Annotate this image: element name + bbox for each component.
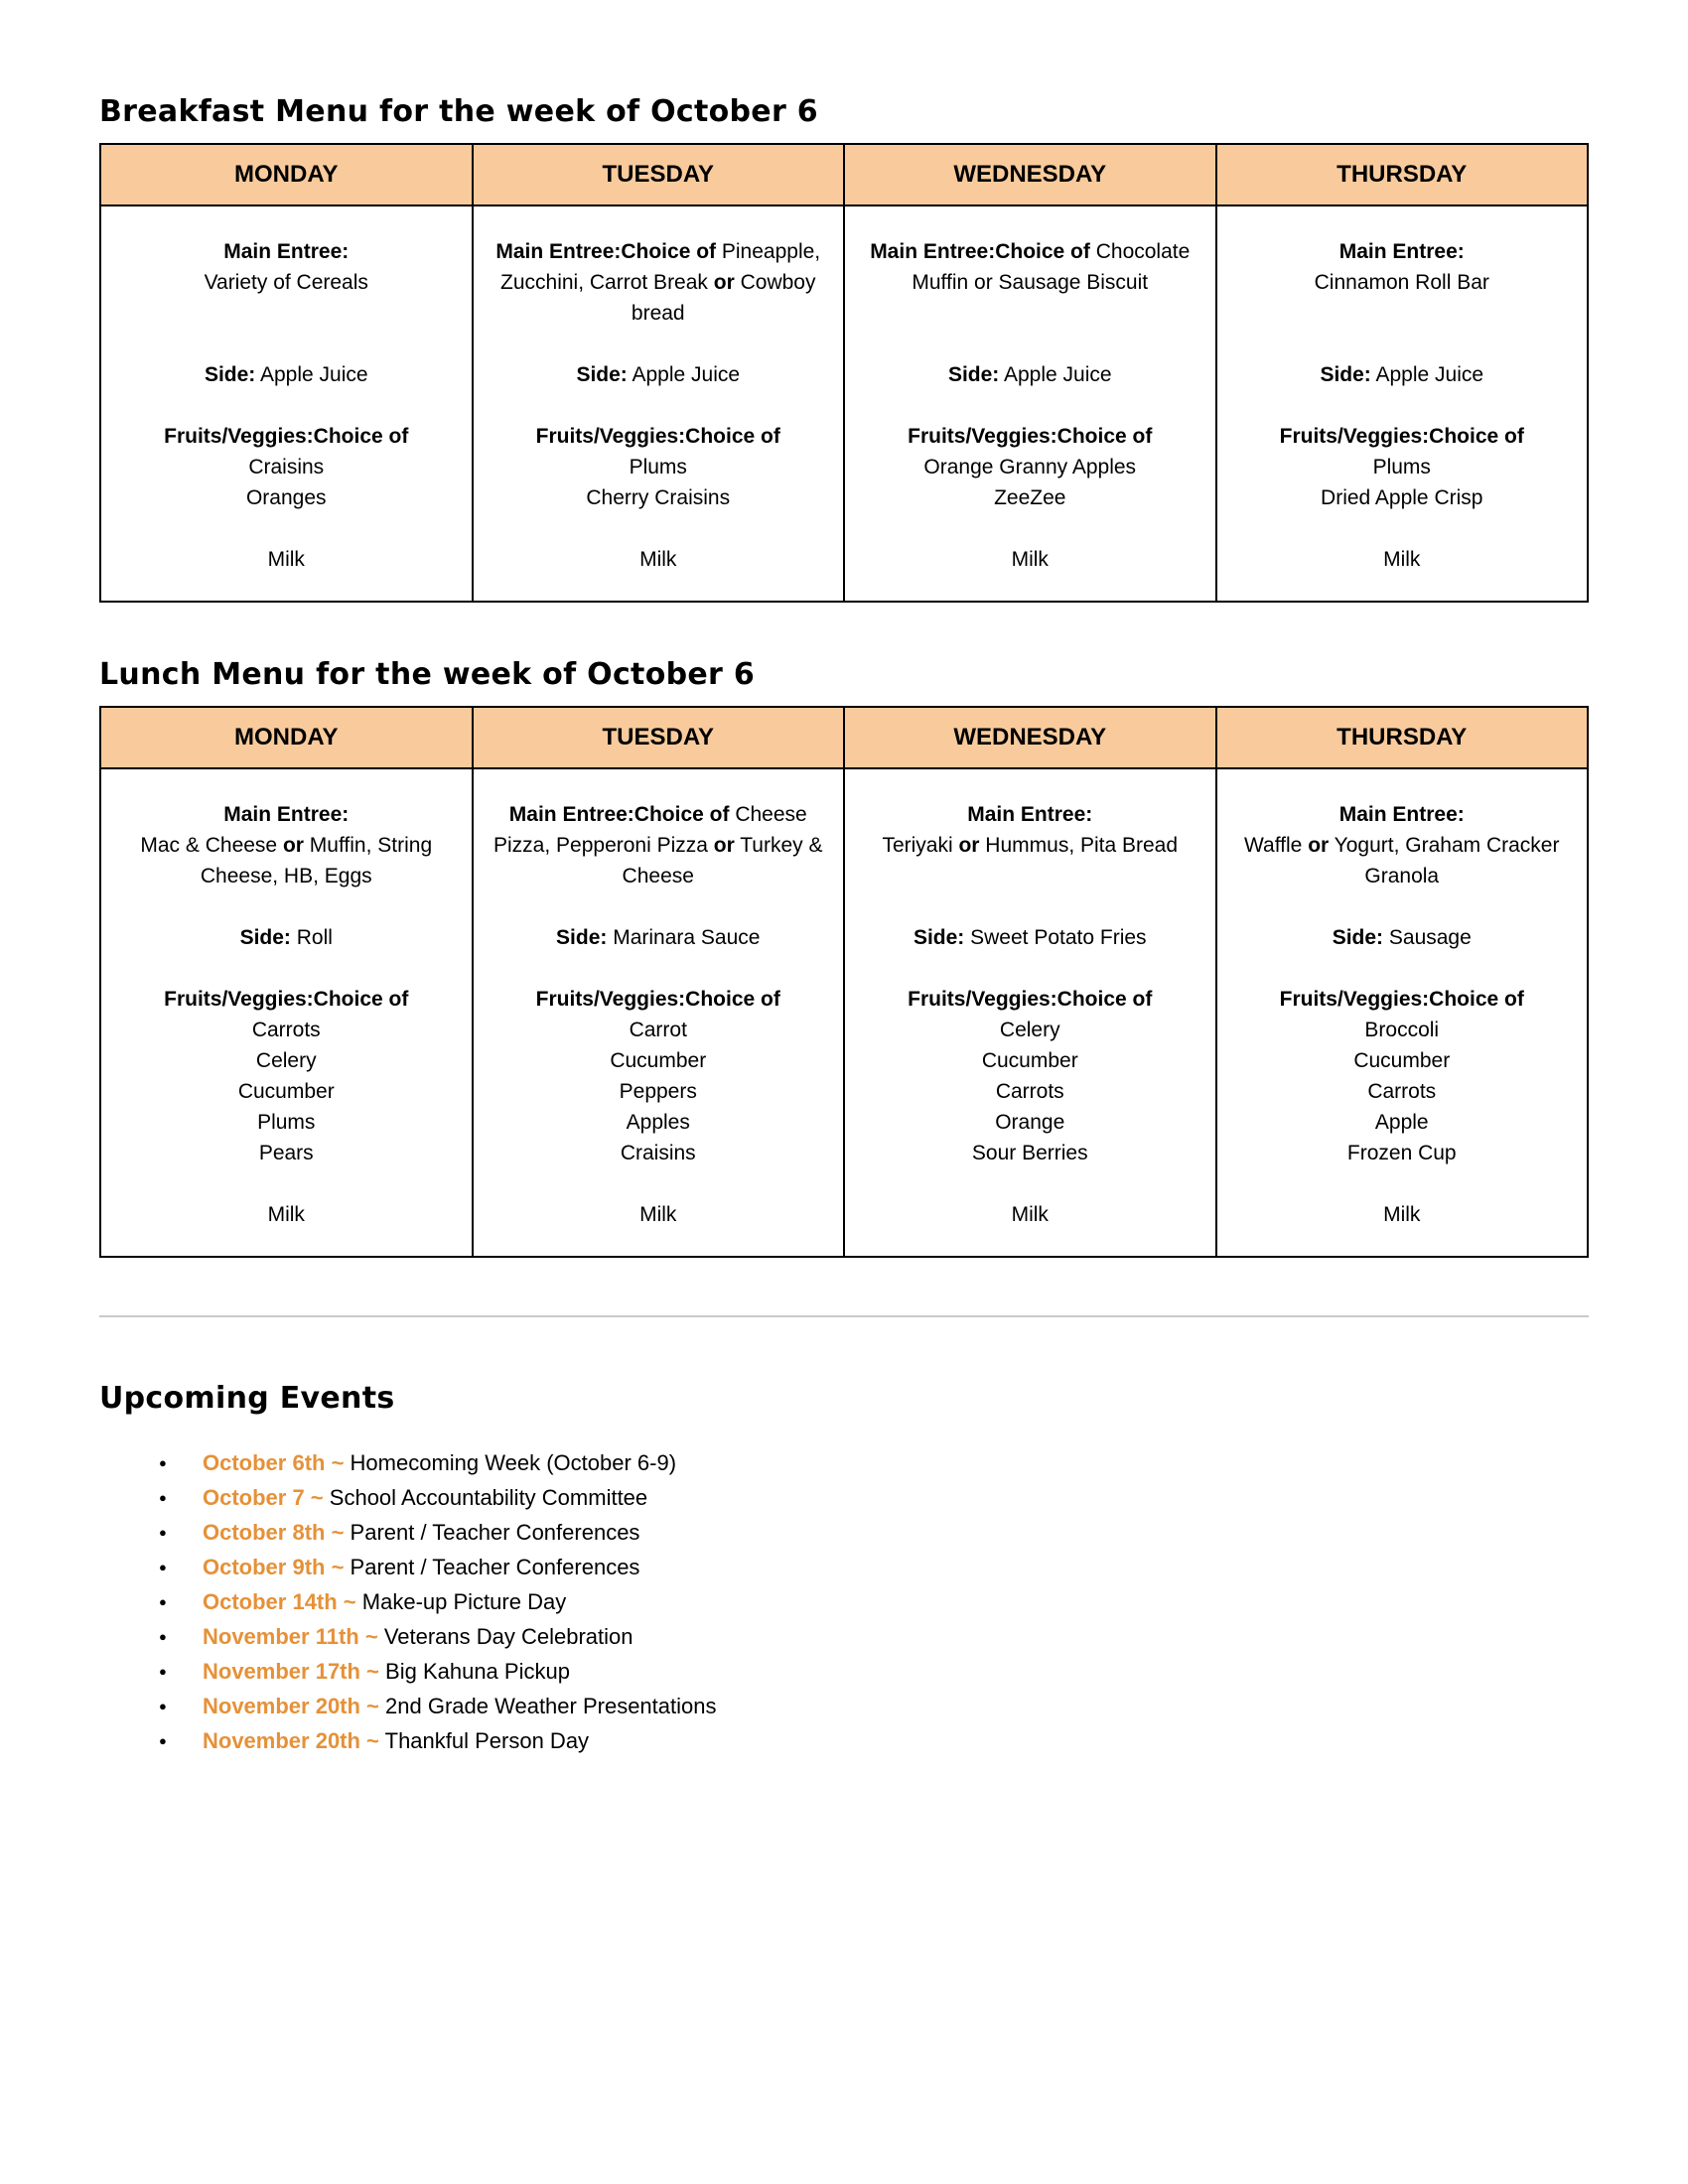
event-text: 2nd Grade Weather Presentations (385, 1694, 717, 1718)
fruits-item: Carrots (1367, 1080, 1437, 1103)
entree-label: Main Entree: (223, 803, 350, 826)
lunch-header-row (100, 707, 1588, 768)
milk-line: Milk (1383, 548, 1421, 571)
breakfast-monday-cell (100, 205, 473, 602)
day-header-monday: MONDAY (100, 707, 473, 768)
fruits-item: Carrots (995, 1080, 1064, 1103)
side-section (859, 922, 1201, 953)
event-item (157, 1550, 1589, 1584)
lunch-title: Lunch Menu for the week of October 6 (99, 657, 756, 692)
day-header-tuesday: TUESDAY (473, 707, 845, 768)
milk-line: Milk (1011, 1203, 1049, 1226)
fruits-label: Fruits/Veggies:Choice of (535, 425, 780, 448)
lunch-tuesday-cell (473, 768, 845, 1257)
entree-section (488, 799, 830, 891)
side-section (1231, 922, 1574, 953)
side-label: Side: (239, 926, 291, 949)
side-value: Apple Juice (632, 363, 741, 386)
side-section (488, 359, 830, 390)
fruits-item: Peppers (619, 1080, 697, 1103)
side-section (488, 922, 830, 953)
fruits-item: Pears (258, 1142, 314, 1164)
milk-line: Milk (267, 548, 305, 571)
entree-label: Main Entree: (1338, 803, 1465, 826)
event-text: Big Kahuna Pickup (385, 1659, 570, 1684)
fruits-label: Fruits/Veggies:Choice of (908, 425, 1153, 448)
day-header-thursday: THURSDAY (1216, 707, 1589, 768)
entree-text-tail: Muffin, String Cheese, HB, Eggs (200, 834, 433, 887)
breakfast-title: Breakfast Menu for the week of October 6 (99, 94, 818, 129)
fruits-label: Fruits/Veggies:Choice of (1279, 988, 1524, 1011)
side-value: Sweet Potato Fries (970, 926, 1147, 949)
event-text: Veterans Day Celebration (383, 1624, 633, 1649)
event-text: Homecoming Week (October 6-9) (350, 1450, 677, 1475)
breakfast-header-row (100, 144, 1588, 205)
fruits-item: Craisins (248, 456, 325, 478)
lunch-monday-cell (100, 768, 473, 1257)
entree-section (488, 236, 830, 329)
event-text: Make-up Picture Day (361, 1589, 567, 1614)
lunch-body-row (100, 768, 1588, 1257)
event-item (157, 1654, 1589, 1689)
fruits-label: Fruits/Veggies:Choice of (908, 988, 1153, 1011)
event-item (157, 1445, 1589, 1480)
entree-section (859, 236, 1201, 329)
entree-section (115, 236, 458, 329)
day-header-thursday: THURSDAY (1216, 144, 1589, 205)
fruits-item: Celery (255, 1049, 317, 1072)
bullet-icon: ● (159, 1629, 167, 1644)
fruits-section (1231, 984, 1574, 1168)
breakfast-wednesday-cell (844, 205, 1216, 602)
entree-or: or (713, 834, 735, 857)
side-label: Side: (1332, 926, 1384, 949)
bullet-icon: ● (159, 1455, 167, 1470)
side-section (1231, 359, 1574, 390)
entree-section (115, 799, 458, 891)
fruits-label: Fruits/Veggies:Choice of (535, 988, 780, 1011)
event-item (157, 1689, 1589, 1723)
side-label: Side: (913, 926, 965, 949)
fruits-section (488, 421, 830, 513)
side-label: Side: (204, 363, 256, 386)
entree-text: Cheese Pizza, Pepperoni Pizza (493, 803, 807, 857)
entree-label: Main Entree:Choice of (508, 803, 730, 826)
fruits-item: Cucumber (981, 1049, 1078, 1072)
fruits-item: Apple (1374, 1111, 1429, 1134)
side-label: Side: (556, 926, 608, 949)
bullet-icon: ● (159, 1699, 167, 1713)
fruits-item: Frozen Cup (1346, 1142, 1457, 1164)
fruits-section (859, 421, 1201, 513)
entree-section (1231, 236, 1574, 329)
day-header-wednesday: WEDNESDAY (844, 707, 1216, 768)
event-text: Parent / Teacher Conferences (350, 1555, 640, 1579)
bullet-icon: ● (159, 1560, 167, 1574)
entree-text: Teriyaki (882, 834, 959, 857)
event-date: October 8th ~ (203, 1520, 345, 1545)
breakfast-body-row (100, 205, 1588, 602)
fruits-section (115, 984, 458, 1168)
event-item (157, 1515, 1589, 1550)
event-item (157, 1619, 1589, 1654)
fruits-label: Fruits/Veggies:Choice of (164, 425, 409, 448)
entree-text: Chocolate Muffin or Sausage Biscuit (912, 240, 1191, 294)
entree-text-tail: Yogurt, Graham Cracker Granola (1329, 834, 1560, 887)
lunch-thursday-cell (1216, 768, 1589, 1257)
entree-label: Main Entree:Choice of (870, 240, 1090, 263)
entree-text: Mac & Cheese (140, 834, 283, 857)
fruits-item: Cucumber (1353, 1049, 1451, 1072)
event-date: November 11th ~ (203, 1624, 378, 1649)
fruits-item: Carrots (251, 1019, 321, 1041)
entree-label: Main Entree: (1338, 240, 1465, 263)
event-text: Thankful Person Day (384, 1728, 590, 1753)
fruits-item: Cucumber (610, 1049, 707, 1072)
entree-text: Cinnamon Roll Bar (1314, 271, 1489, 294)
fruits-section (115, 421, 458, 513)
entree-text-tail: Turkey & Cheese (622, 834, 823, 887)
side-label: Side: (947, 363, 1000, 386)
side-value: Apple Juice (259, 363, 368, 386)
event-item (157, 1584, 1589, 1619)
fruits-item: Plums (1372, 456, 1431, 478)
day-header-tuesday: TUESDAY (473, 144, 845, 205)
section-divider (99, 1315, 1589, 1317)
side-label: Side: (576, 363, 628, 386)
breakfast-thursday-cell (1216, 205, 1589, 602)
bullet-icon: ● (159, 1525, 167, 1540)
entree-or: or (713, 271, 735, 294)
fruits-item: Sour Berries (971, 1142, 1088, 1164)
entree-text-tail: Cowboy bread (631, 271, 816, 325)
fruits-label: Fruits/Veggies:Choice of (164, 988, 409, 1011)
milk-line: Milk (639, 1203, 677, 1226)
entree-section (859, 799, 1201, 891)
side-section (115, 359, 458, 390)
upcoming-events-list (157, 1445, 1589, 1758)
fruits-item: Carrot (629, 1019, 687, 1041)
side-value: Apple Juice (1375, 363, 1484, 386)
fruits-item: Oranges (245, 486, 327, 509)
fruits-item: Celery (999, 1019, 1060, 1041)
fruits-item: Cherry Craisins (586, 486, 731, 509)
entree-label: Main Entree: (967, 803, 1093, 826)
fruits-item: Dried Apple Crisp (1321, 486, 1483, 509)
day-header-wednesday: WEDNESDAY (844, 144, 1216, 205)
event-date: November 20th ~ (203, 1694, 379, 1718)
bullet-icon: ● (159, 1664, 167, 1679)
fruits-section (859, 984, 1201, 1168)
upcoming-events-title: Upcoming Events (99, 1381, 395, 1416)
entree-text: Waffle (1244, 834, 1309, 857)
milk-line: Milk (1011, 548, 1049, 571)
fruits-item: Plums (629, 456, 687, 478)
entree-or: or (282, 834, 304, 857)
entree-text-tail: Hummus, Pita Bread (979, 834, 1179, 857)
fruits-item: Orange Granny Apples (923, 456, 1137, 478)
lunch-table (99, 706, 1589, 1258)
entree-text: Pineapple, Zucchini, Carrot Break (500, 240, 821, 294)
entree-label: Main Entree:Choice of (495, 240, 717, 263)
milk-line: Milk (639, 548, 677, 571)
event-date: November 20th ~ (203, 1728, 379, 1753)
side-section (859, 359, 1201, 390)
fruits-item: Cucumber (237, 1080, 335, 1103)
fruits-section (488, 984, 830, 1168)
event-text: School Accountability Committee (329, 1485, 648, 1510)
fruits-section (1231, 421, 1574, 513)
side-value: Apple Juice (1003, 363, 1112, 386)
breakfast-table (99, 143, 1589, 603)
bullet-icon: ● (159, 1490, 167, 1505)
side-section (115, 922, 458, 953)
fruits-item: ZeeZee (994, 486, 1066, 509)
event-text: Parent / Teacher Conferences (350, 1520, 640, 1545)
event-item (157, 1723, 1589, 1758)
fruits-item: Craisins (620, 1142, 696, 1164)
event-date: November 17th ~ (203, 1659, 379, 1684)
bullet-icon: ● (159, 1594, 167, 1609)
fruits-item: Apples (626, 1111, 690, 1134)
entree-text: Variety of Cereals (204, 271, 368, 294)
fruits-item: Plums (257, 1111, 316, 1134)
entree-or: or (1308, 834, 1330, 857)
milk-line: Milk (1383, 1203, 1421, 1226)
side-value: Sausage (1388, 926, 1472, 949)
event-date: October 7 ~ (203, 1485, 324, 1510)
event-item (157, 1480, 1589, 1515)
lunch-wednesday-cell (844, 768, 1216, 1257)
fruits-item: Broccoli (1364, 1019, 1440, 1041)
fruits-label: Fruits/Veggies:Choice of (1279, 425, 1524, 448)
side-value: Marinara Sauce (613, 926, 761, 949)
breakfast-tuesday-cell (473, 205, 845, 602)
side-value: Roll (296, 926, 333, 949)
event-date: October 6th ~ (203, 1450, 345, 1475)
milk-line: Milk (267, 1203, 305, 1226)
entree-label: Main Entree: (223, 240, 350, 263)
day-header-monday: MONDAY (100, 144, 473, 205)
event-date: October 9th ~ (203, 1555, 345, 1579)
side-label: Side: (1320, 363, 1371, 386)
bullet-icon: ● (159, 1733, 167, 1748)
fruits-item: Orange (995, 1111, 1065, 1134)
event-date: October 14th ~ (203, 1589, 356, 1614)
entree-or: or (958, 834, 980, 857)
entree-section (1231, 799, 1574, 891)
